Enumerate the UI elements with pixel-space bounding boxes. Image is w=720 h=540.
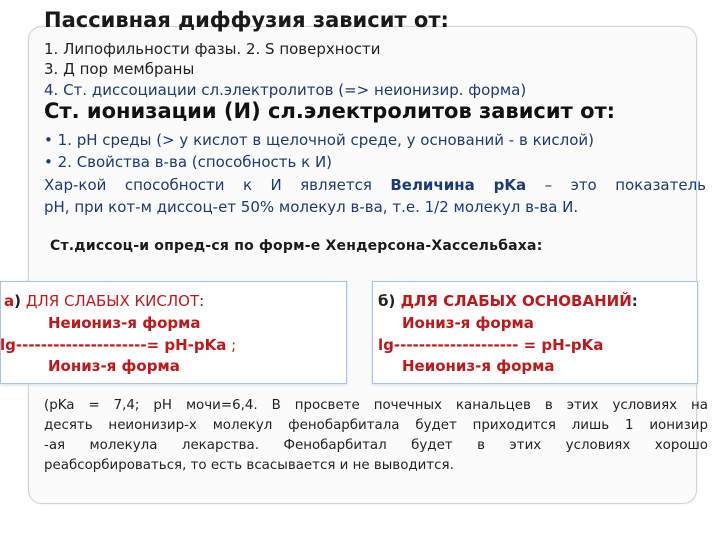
pka-bold-term: Величина pKa bbox=[390, 176, 527, 194]
base-label bbox=[378, 292, 638, 310]
acid-denominator: Иониз-я форма bbox=[48, 357, 180, 375]
base-label-colon: : bbox=[631, 292, 638, 310]
acid-fraction-tail: ; bbox=[226, 336, 237, 354]
pka-text-start: Хар-кой способности к И является bbox=[44, 176, 391, 194]
acid-label-letter: а bbox=[4, 292, 15, 310]
acid-label-paren: ) bbox=[14, 292, 21, 310]
pka-paragraph-line-2: pH, при кот-м диссоц-ет 50% молекул в-ва, т.е. 1/2 молекул в-ва И. bbox=[44, 198, 579, 216]
base-numerator: Иониз-я форма bbox=[402, 314, 534, 332]
factor-line-2: 3. Д пор мембраны bbox=[44, 60, 195, 78]
base-denominator: Неиониз-я форма bbox=[402, 357, 555, 375]
bullet-ph: • 1. pH среды (> у кислот в щелочной среде, у оснований - в кислой) bbox=[44, 131, 594, 149]
base-fraction-line: lg-------------------- = pH-pKa bbox=[378, 336, 604, 354]
note-line-3: -ая молекула лекарства. Фенобарбитал будет в этих условиях хорошо bbox=[44, 438, 708, 453]
acid-label-colon: : bbox=[199, 292, 205, 310]
acid-fraction bbox=[0, 336, 236, 354]
note-line-1: (pKa = 7,4; pH мочи=6,4. В просвете почечных канальцев в этих условиях на bbox=[44, 398, 708, 413]
acid-numerator: Неиониз-я форма bbox=[48, 314, 201, 332]
pka-paragraph-line-1 bbox=[44, 176, 706, 194]
subtitle: Ст. ионизации (И) сл.электролитов зависит от: bbox=[44, 99, 616, 123]
factor-line-1: 1. Липофильности фазы. 2. S поверхности bbox=[44, 40, 381, 58]
note-line-2: десять неионизир-х молекул фенобарбитала будет приходится лишь 1 ионизир bbox=[44, 418, 708, 433]
base-label-letter: б) bbox=[378, 292, 396, 310]
formula-heading: Ст.диссоц-и опред-ся по форм-е Хендерсона-Хассельбаха: bbox=[50, 238, 543, 254]
acid-fraction-line: lg---------------------= pH-pKa bbox=[0, 336, 227, 354]
acid-label-text: ДЛЯ СЛАБЫХ КИСЛОТ bbox=[20, 292, 200, 310]
pka-text-end: – это показатель bbox=[526, 176, 707, 194]
acid-label bbox=[4, 292, 204, 310]
slide-title: Пассивная диффузия зависит от: bbox=[44, 8, 449, 32]
bullet-properties: • 2. Свойства в-ва (способность к И) bbox=[44, 153, 333, 171]
base-label-text: ДЛЯ СЛАБЫХ ОСНОВАНИЙ bbox=[395, 292, 632, 310]
note-line-4: реабсорбироваться, то есть всасывается и не выводится. bbox=[44, 458, 454, 473]
factor-line-3: 4. Ст. диссоциации сл.электролитов (=> неионизир. форма) bbox=[44, 81, 527, 99]
